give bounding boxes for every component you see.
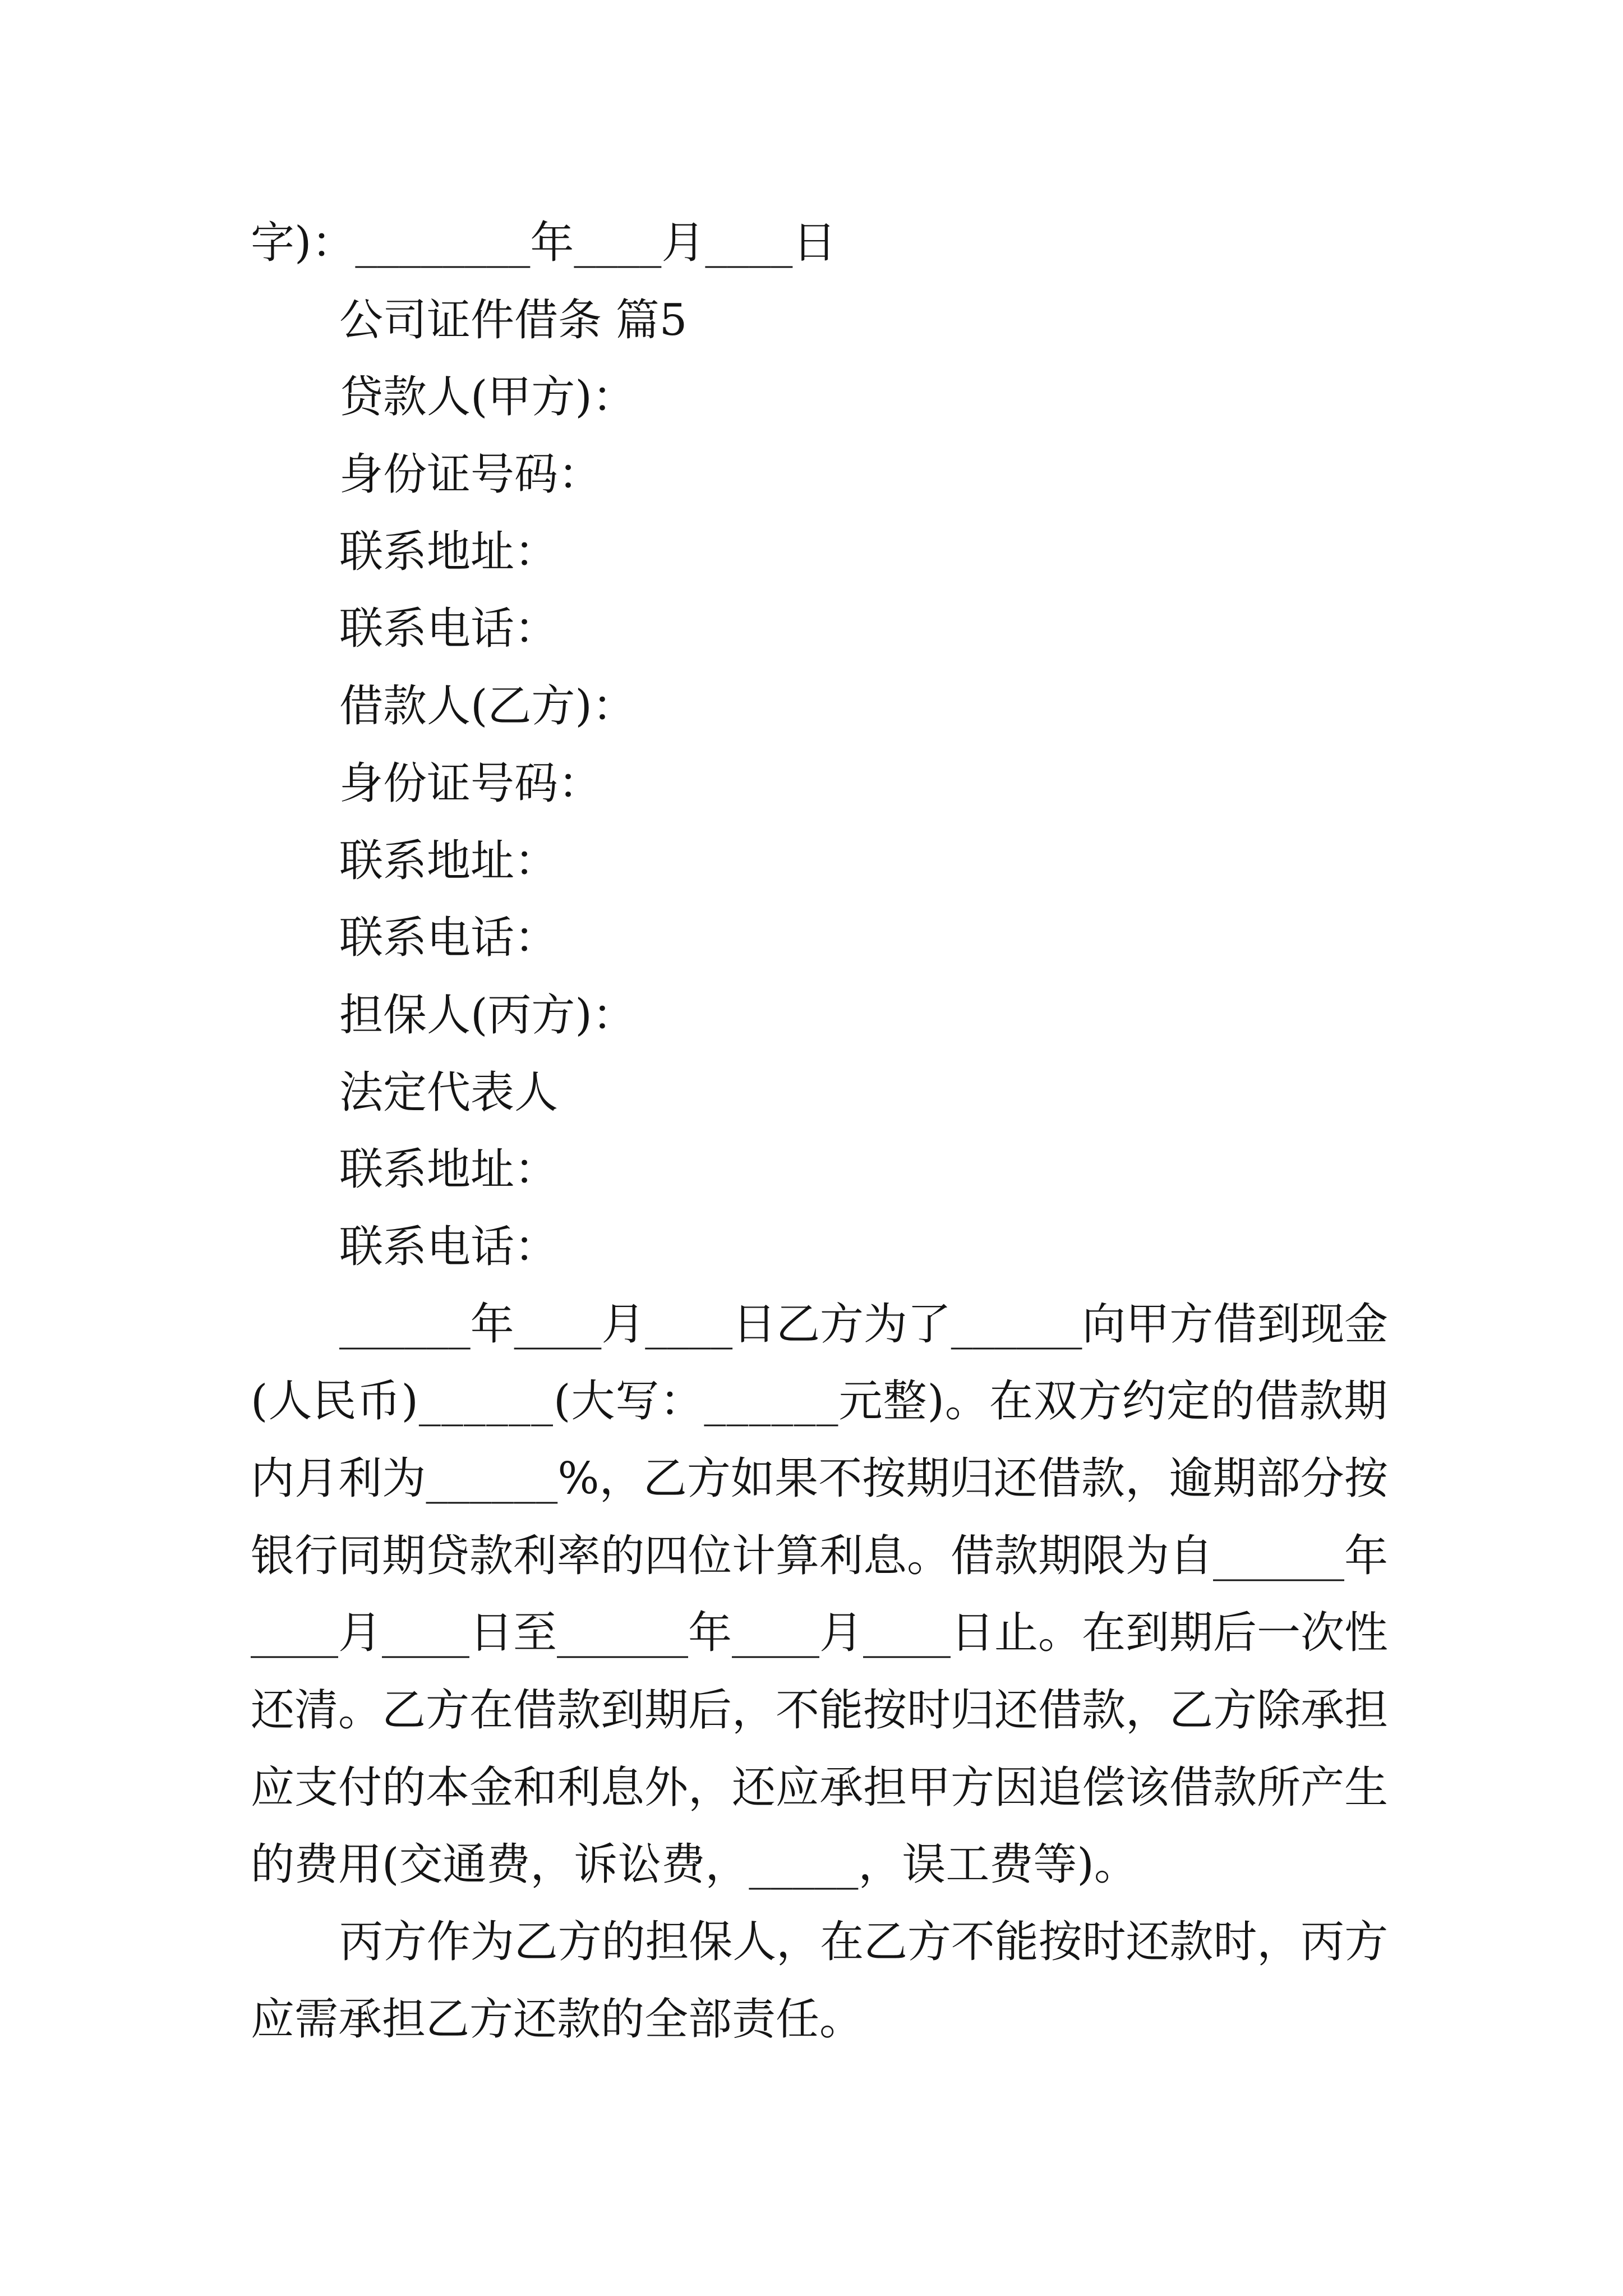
field-label-borrower: 借款人(乙方)： [339, 681, 636, 732]
field-label-lender: 贷款人(甲方)： [339, 372, 636, 423]
paragraph-line: ______年____月____日乙方为了______向甲方借到现金 [339, 1299, 1388, 1350]
field-label-lender-id: 身份证号码： [339, 449, 602, 500]
paragraph-line: 内月利为______%，乙方如果不按期归还借款，逾期部分按 [251, 1453, 1388, 1504]
field-label-guarantor: 担保人(丙方)： [339, 990, 636, 1041]
paragraph-guarantor-responsibility [0, 1904, 1623, 2058]
paragraph-line: ____月____日至______年____月____日止。在到期后一次性 [251, 1608, 1388, 1659]
field-label-legal-representative: 法定代表人 [339, 1067, 559, 1118]
field-label-guarantor-address: 联系地址： [339, 1144, 559, 1195]
paragraph-line: 银行同期贷款利率的四位计算利息。借款期限为自______年 [251, 1530, 1388, 1581]
field-label-lender-phone: 联系电话： [339, 604, 559, 655]
paragraph-line: 的费用(交通费，诉讼费，_____，误工费等)。 [251, 1839, 1138, 1890]
paragraph-line: 应需承担乙方还款的全部责任。 [251, 1994, 864, 2045]
field-label-borrower-id: 身份证号码： [339, 758, 602, 809]
paragraph-loan-terms [0, 1286, 1623, 1904]
paragraph-line: 丙方作为乙方的担保人，在乙方不能按时还款时，丙方 [339, 1917, 1388, 1968]
section-title: 公司证件借条 篇5 [339, 295, 688, 346]
paragraph-line: 应支付的本金和利息外，还应承担甲方因追偿该借款所产生 [251, 1762, 1388, 1813]
field-label-borrower-phone: 联系电话： [339, 913, 559, 964]
paragraph-line: 还清。乙方在借款到期后，不能按时归还借款，乙方除承担 [251, 1685, 1388, 1736]
field-label-lender-address: 联系地址： [339, 526, 559, 577]
field-label-guarantor-phone: 联系电话： [339, 1221, 559, 1272]
carryover-line: 字)：________年____月____日 [251, 218, 837, 268]
paragraph-line: (人民币)______(大写：______元整)。在双方约定的借款期 [251, 1376, 1388, 1427]
field-label-borrower-address: 联系地址： [339, 835, 559, 886]
